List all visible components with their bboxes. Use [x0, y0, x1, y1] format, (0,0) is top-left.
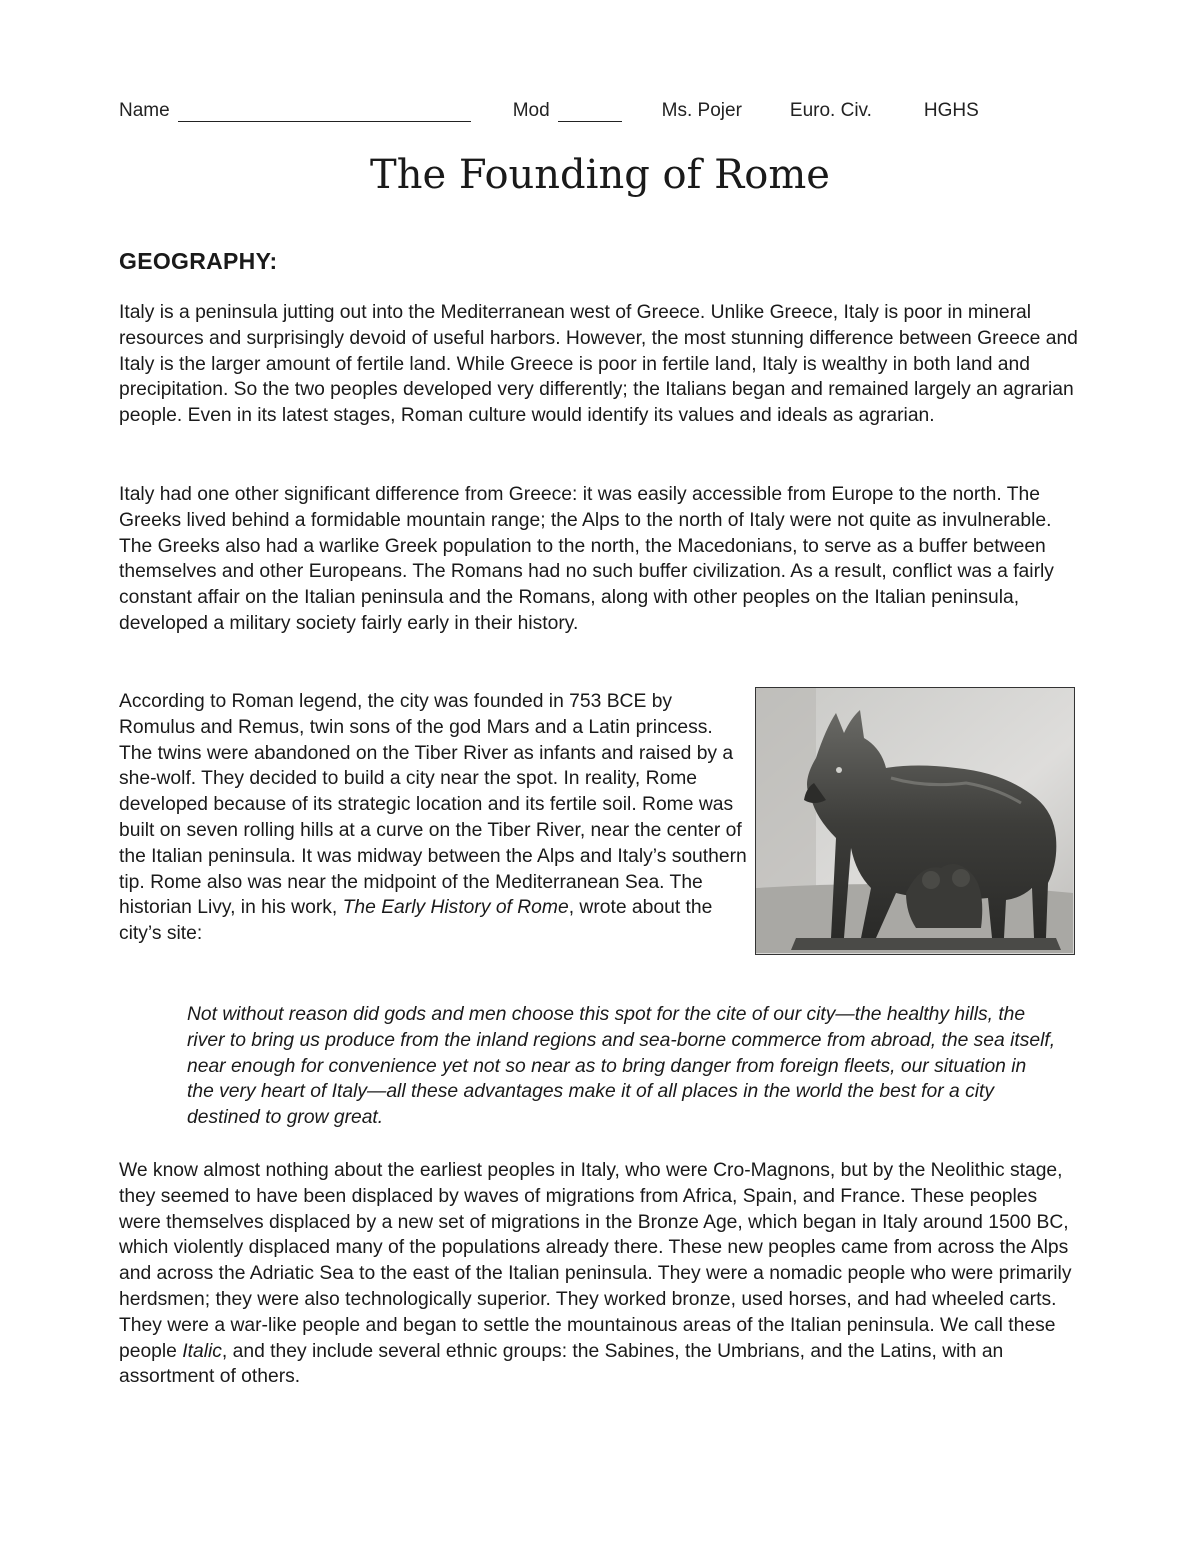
paragraph-early-peoples: [119, 1158, 1079, 1390]
work-title: The Early History of Rome: [342, 897, 569, 919]
she-wolf-statue-icon: [756, 688, 1073, 953]
paragraph-legend-end: , wrote about the city’s site:: [119, 897, 713, 945]
italic-term: Italic: [182, 1340, 222, 1362]
paragraph-legend-text: According to Roman legend, the city was founded in 753 BCE by Romulus and Remus, twin sons of the god Mars and a Latin princess. The twins were abandoned on the Tiber River as infants and raised by a she-wolf. They decided to build a city near the spot. In reality, Rome developed because of its strategic location and its fertile soil. Rome was built on seven rolling hills at a curve on the Tiber River, near the center of the Italian peninsula. It was midway between the Alps and Italy’s southern tip. Rome also was near the midpoint of the Mediterranean Sea. The historian Livy, in his work,: [119, 691, 747, 919]
livy-quote: Not without reason did gods and men choose this spot for the cite of our city—the healthy hills, the river to bring us produce from the inland regions and sea-borne commerce from abroad, the sea itself, near enough for convenience yet not so near as to bring danger from foreign fleets, our situation in the very heart of Italy—all these advantages make it of all places in the world the best for a city destined to grow great.: [187, 1004, 1056, 1129]
section-heading: GEOGRAPHY:: [119, 248, 278, 274]
paragraph-early-peoples-end: , and they include several ethnic groups: the Sabines, the Umbrians, and the Latins, with an assortment of others.: [119, 1340, 1004, 1388]
paragraph-early-peoples-text: We know almost nothing about the earliest peoples in Italy, who were Cro-Magnons, but by the Neolithic stage, they seemed to have been displaced by waves of migrations from Africa, Spain, and France. These peoples were themselves displaced by a new set of migrations in the Bronze Age, which began in Italy around 1500 BC, which violently displaced many of the populations already there. These new peoples came from across the Alps and across the Adriatic Sea to the east of the Italian peninsula. They were a nomadic people who were primarily herdsmen; they were also technologically superior. They worked bronze, used horses, and had wheeled carts. They were a war-like people and began to settle the mountainous areas of the Italian peninsula. We call these people: [119, 1160, 1072, 1362]
mod-label: Mod: [512, 100, 550, 121]
paragraph-geography-1: Italy is a peninsula jutting out into the Mediterranean west of Greece. Unlike Greece, Italy is poor in mineral resources and surprisingly devoid of useful harbors. However, the most stunning difference between Greece and Italy is the larger amount of fertile land. While Greece is poor in fertile land, Italy is wealthy in both land and precipitation. So the two peoples developed very differently; the Italians began and remained largely an agrarian people. Even in its latest stages, Roman culture would identify its values and ideals as agrarian.: [119, 302, 1078, 427]
name-blank-line[interactable]: [178, 103, 471, 122]
teacher-name: Ms. Pojer: [661, 100, 742, 121]
name-label: Name: [119, 100, 170, 121]
course-name: Euro. Civ.: [789, 100, 872, 121]
worksheet-header: [119, 100, 1059, 122]
paragraph-legend: [119, 689, 747, 947]
capitoline-wolf-photo: [755, 687, 1075, 955]
page-title: The Founding of Rome: [370, 152, 830, 198]
paragraph-geography-2: Italy had one other significant difference from Greece: it was easily accessible from Europe to the north. The Greeks lived behind a formidable mountain range; the Alps to the north of Italy were not quite as invulnerable. The Greeks also had a warlike Greek population to the north, the Macedonians, to serve as a buffer between themselves and other Europeans. The Romans had no such buffer civilization. As a result, conflict was a fairly constant affair on the Italian peninsula and the Romans, along with other peoples on the Italian peninsula, developed a military society fairly early in their history.: [119, 484, 1054, 634]
mod-blank-line[interactable]: [558, 103, 622, 122]
school-name: HGHS: [923, 100, 979, 121]
